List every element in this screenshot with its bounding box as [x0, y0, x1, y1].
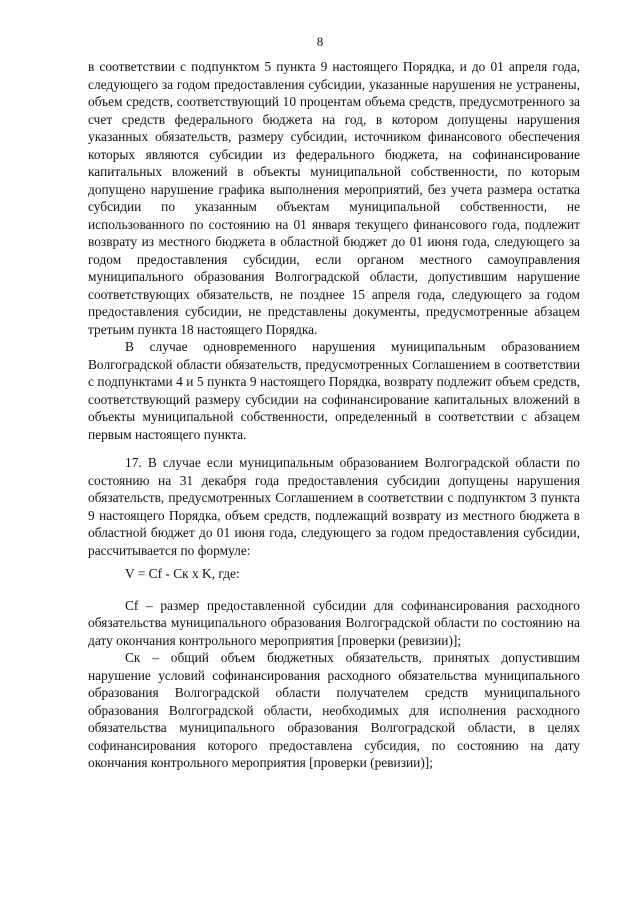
page-number: 8: [316, 34, 324, 49]
document-body: [88, 58, 580, 772]
definition-cf: Cf – размер предоставленной субсидии для софинансирования расходного обязательства муниципального образования Волгоградской области по состоянию на дату окончания контрольного мероприятия [проверки (ревизии)];: [88, 597, 580, 648]
paragraph-item-17: 17. В случае если муниципальным образованием Волгоградской области по состоянию на 31 декабря года предоставления субсидии допущены нарушения обязательств, предусмотренных Соглашением в соответствии с подпунктом 3 пункта 9 настоящего Порядка, объем средств, подлежащий возврату из местного бюджета в областной бюджет до 01 июня года, следующего за годом предоставления субсидии, рассчитывается по формуле:: [88, 455, 580, 558]
paragraph-simultaneous-violation: В случае одновременного нарушения муниципальным образованием Волгоградской области обязательств, предусмотренных Соглашением в соответствии с подпунктами 4 и 5 пункта 9 настоящего Порядка, возврату подлежит объем средств, соответствующий размеру субсидии на софинансирование капитальных вложений в объекты муниципальной собственности, определенный в соответствии с абзацем первым настоящего пункта.: [88, 339, 580, 442]
formula: V = Cf - Cк x K, где:: [125, 566, 240, 581]
paragraph-continuation: в соответствии с подпунктом 5 пункта 9 настоящего Порядка, и до 01 апреля года, следующего за годом предоставления субсидии, указанные нарушения не устранены, объем средств, соответствующий 10 процентам объема средств, предусмотренного за счет средств федерального бюджета на год, в котором допущены нарушения указанных обязательств, размеру субсидии, источником финансового обеспечения которых являются субсидии из федерального бюджета, на софинансирование капитальных вложений в объекты муниципальной собственности, по которым допущено нарушение графика выполнения мероприятий, без учета размера остатка субсидии по указанным объектам муниципальной собственности, не использованного по состоянию на 01 января текущего финансового года, подлежит возврату из местного бюджета в областной бюджет до 01 июня года, следующего за годом предоставления субсидии, если органом местного самоуправления муниципального образования Волгоградской области, допустившим нарушение соответствующих обязательств, не позднее 15 апреля года, следующего за годом предоставления субсидии, не представлены документы, предусмотренные абзацем третьим пункта 18 настоящего Порядка.: [88, 59, 580, 337]
definition-ck: Cк – общий объем бюджетных обязательств, принятых допустившим нарушение условий софинансирования расходного обязательства муниципального образования Волгоградской области получателем средств муниципального образования Волгоградской области, необходимых для исполнения расходного обязательства муниципального образования Волгоградской области, в целях софинансирования которого предоставлена субсидия, по состоянию на дату окончания контрольного мероприятия [проверки (ревизии)];: [88, 650, 580, 770]
